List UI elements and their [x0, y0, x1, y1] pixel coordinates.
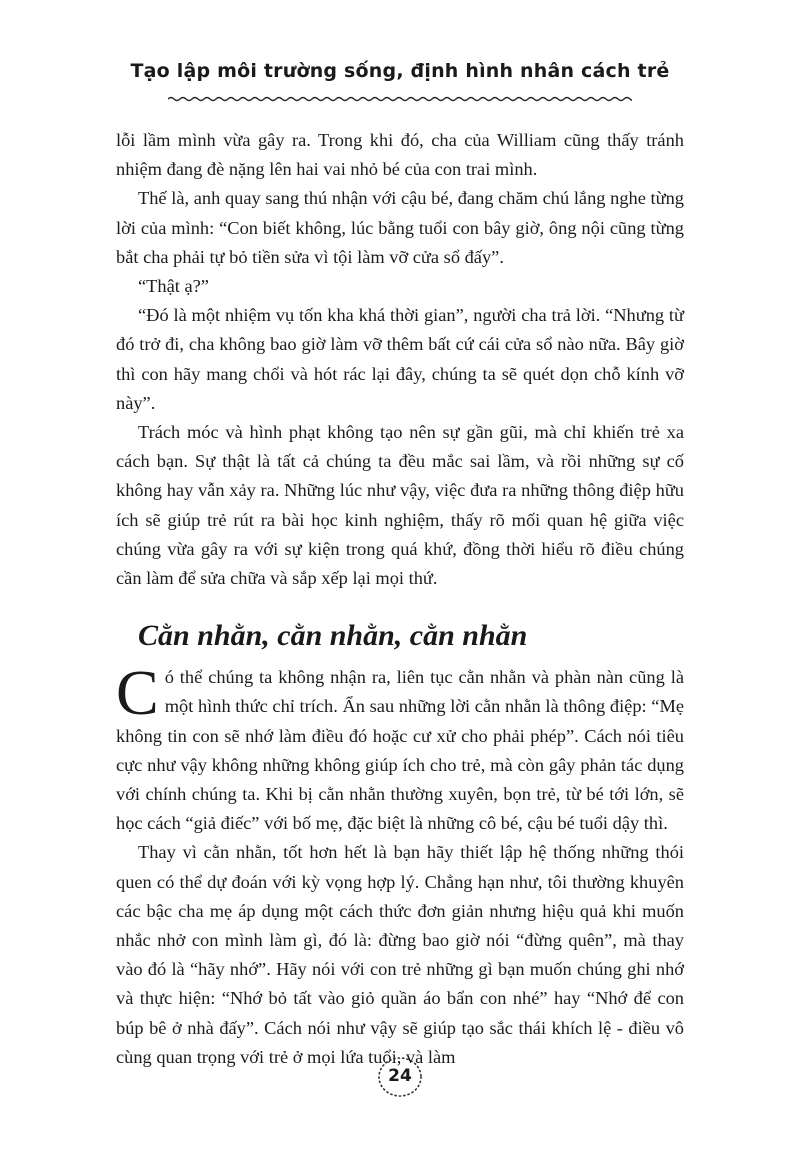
paragraph-6-text: ó thể chúng ta không nhận ra, liên tục cằn nhằn và phàn nàn cũng là một hình thức chỉ trích. Ẩn sau những lời cằn nhằn là thông điệp: “Mẹ không tin con sẽ nhớ làm điều đó hoặc cư xử cho phải phép”. Cách nói tiêu cực như vậy không những không giúp ích cho trẻ, mà còn gây phản tác dụng với chính chúng ta. Khi bị cằn nhằn thường xuyên, bọn trẻ, từ bé tới lớn, sẽ học cách “giả điếc” với bố mẹ, đặc biệt là những cô bé, cậu bé tuổi dậy thì. — [116, 667, 684, 834]
page-number-badge — [370, 1053, 430, 1101]
paragraph-5: Trách móc và hình phạt không tạo nên sự gần gũi, mà chỉ khiến trẻ xa cách bạn. Sự thật là tất cả chúng ta đều mắc sai lầm, và rồi những sự cố không hay vẫn xảy ra. Những lúc như vậy, việc đưa ra những thông điệp hữu ích sẽ giúp trẻ rút ra bài học kinh nghiệm, thấy rõ mối quan hệ giữa việc chúng vừa gây ra với sự kiện trong quá khứ, đồng thời hiểu rõ điều chúng cần làm để sửa chữa và sắp xếp lại mọi thứ. — [116, 422, 684, 589]
paragraph-2: Thế là, anh quay sang thú nhận với cậu bé, đang chăm chú lắng nghe từng lời của mình: “Con biết không, lúc bằng tuổi con bây giờ, ông nội cũng từng bắt cha phải tự bỏ tiền sửa vì tội làm vỡ cửa sổ đấy”. — [116, 188, 684, 267]
paragraph-6 — [116, 657, 684, 838]
drop-cap-letter: C — [116, 657, 159, 729]
page-number: 24 — [388, 1066, 412, 1086]
header-wave-divider — [168, 92, 632, 106]
paragraph-3: “Thật ạ?” — [138, 276, 209, 297]
body-text — [116, 126, 684, 1072]
running-header: Tạo lập môi trường sống, định hình nhân cách trẻ — [130, 60, 670, 82]
paragraph-7: Thay vì cằn nhằn, tốt hơn hết là bạn hãy thiết lập hệ thống những thói quen có thể dự đoán với kỳ vọng hợp lý. Chẳng hạn như, tôi thường khuyên các bậc cha mẹ áp dụng một cách thức đơn giản nhưng hiệu quả khi muốn nhắc nhở con mình làm gì, đó là: đừng bao giờ nói “đừng quên”, mà thay vào đó là “hãy nhớ”. Hãy nói với con trẻ những gì bạn muốn chúng ghi nhớ và thực hiện: “Nhớ bỏ tất vào giỏ quần áo bẩn con nhé” hay “Nhớ để con búp bê ở nhà đấy”. Cách nói như vậy sẽ giúp tạo sắc thái khích lệ - điều vô cùng quan trọng với trẻ ở mọi lứa tuổi, và làm — [116, 842, 684, 1067]
paragraph-4: “Đó là một nhiệm vụ tốn kha khá thời gian”, người cha trả lời. “Nhưng từ đó trở đi, cha không bao giờ làm vỡ thêm bất cứ cái cửa sổ nào nữa. Bây giờ thì con hãy mang chổi và hót rác lại đây, chúng ta sẽ quét dọn chỗ kính vỡ này”. — [116, 305, 684, 413]
section-heading: Cằn nhằn, cằn nhằn, cằn nhằn — [138, 619, 528, 653]
paragraph-1: lỗi lầm mình vừa gây ra. Trong khi đó, cha của William cũng thấy tránh nhiệm đang đè nặng lên hai vai nhỏ bé của con trai mình. — [116, 130, 684, 180]
